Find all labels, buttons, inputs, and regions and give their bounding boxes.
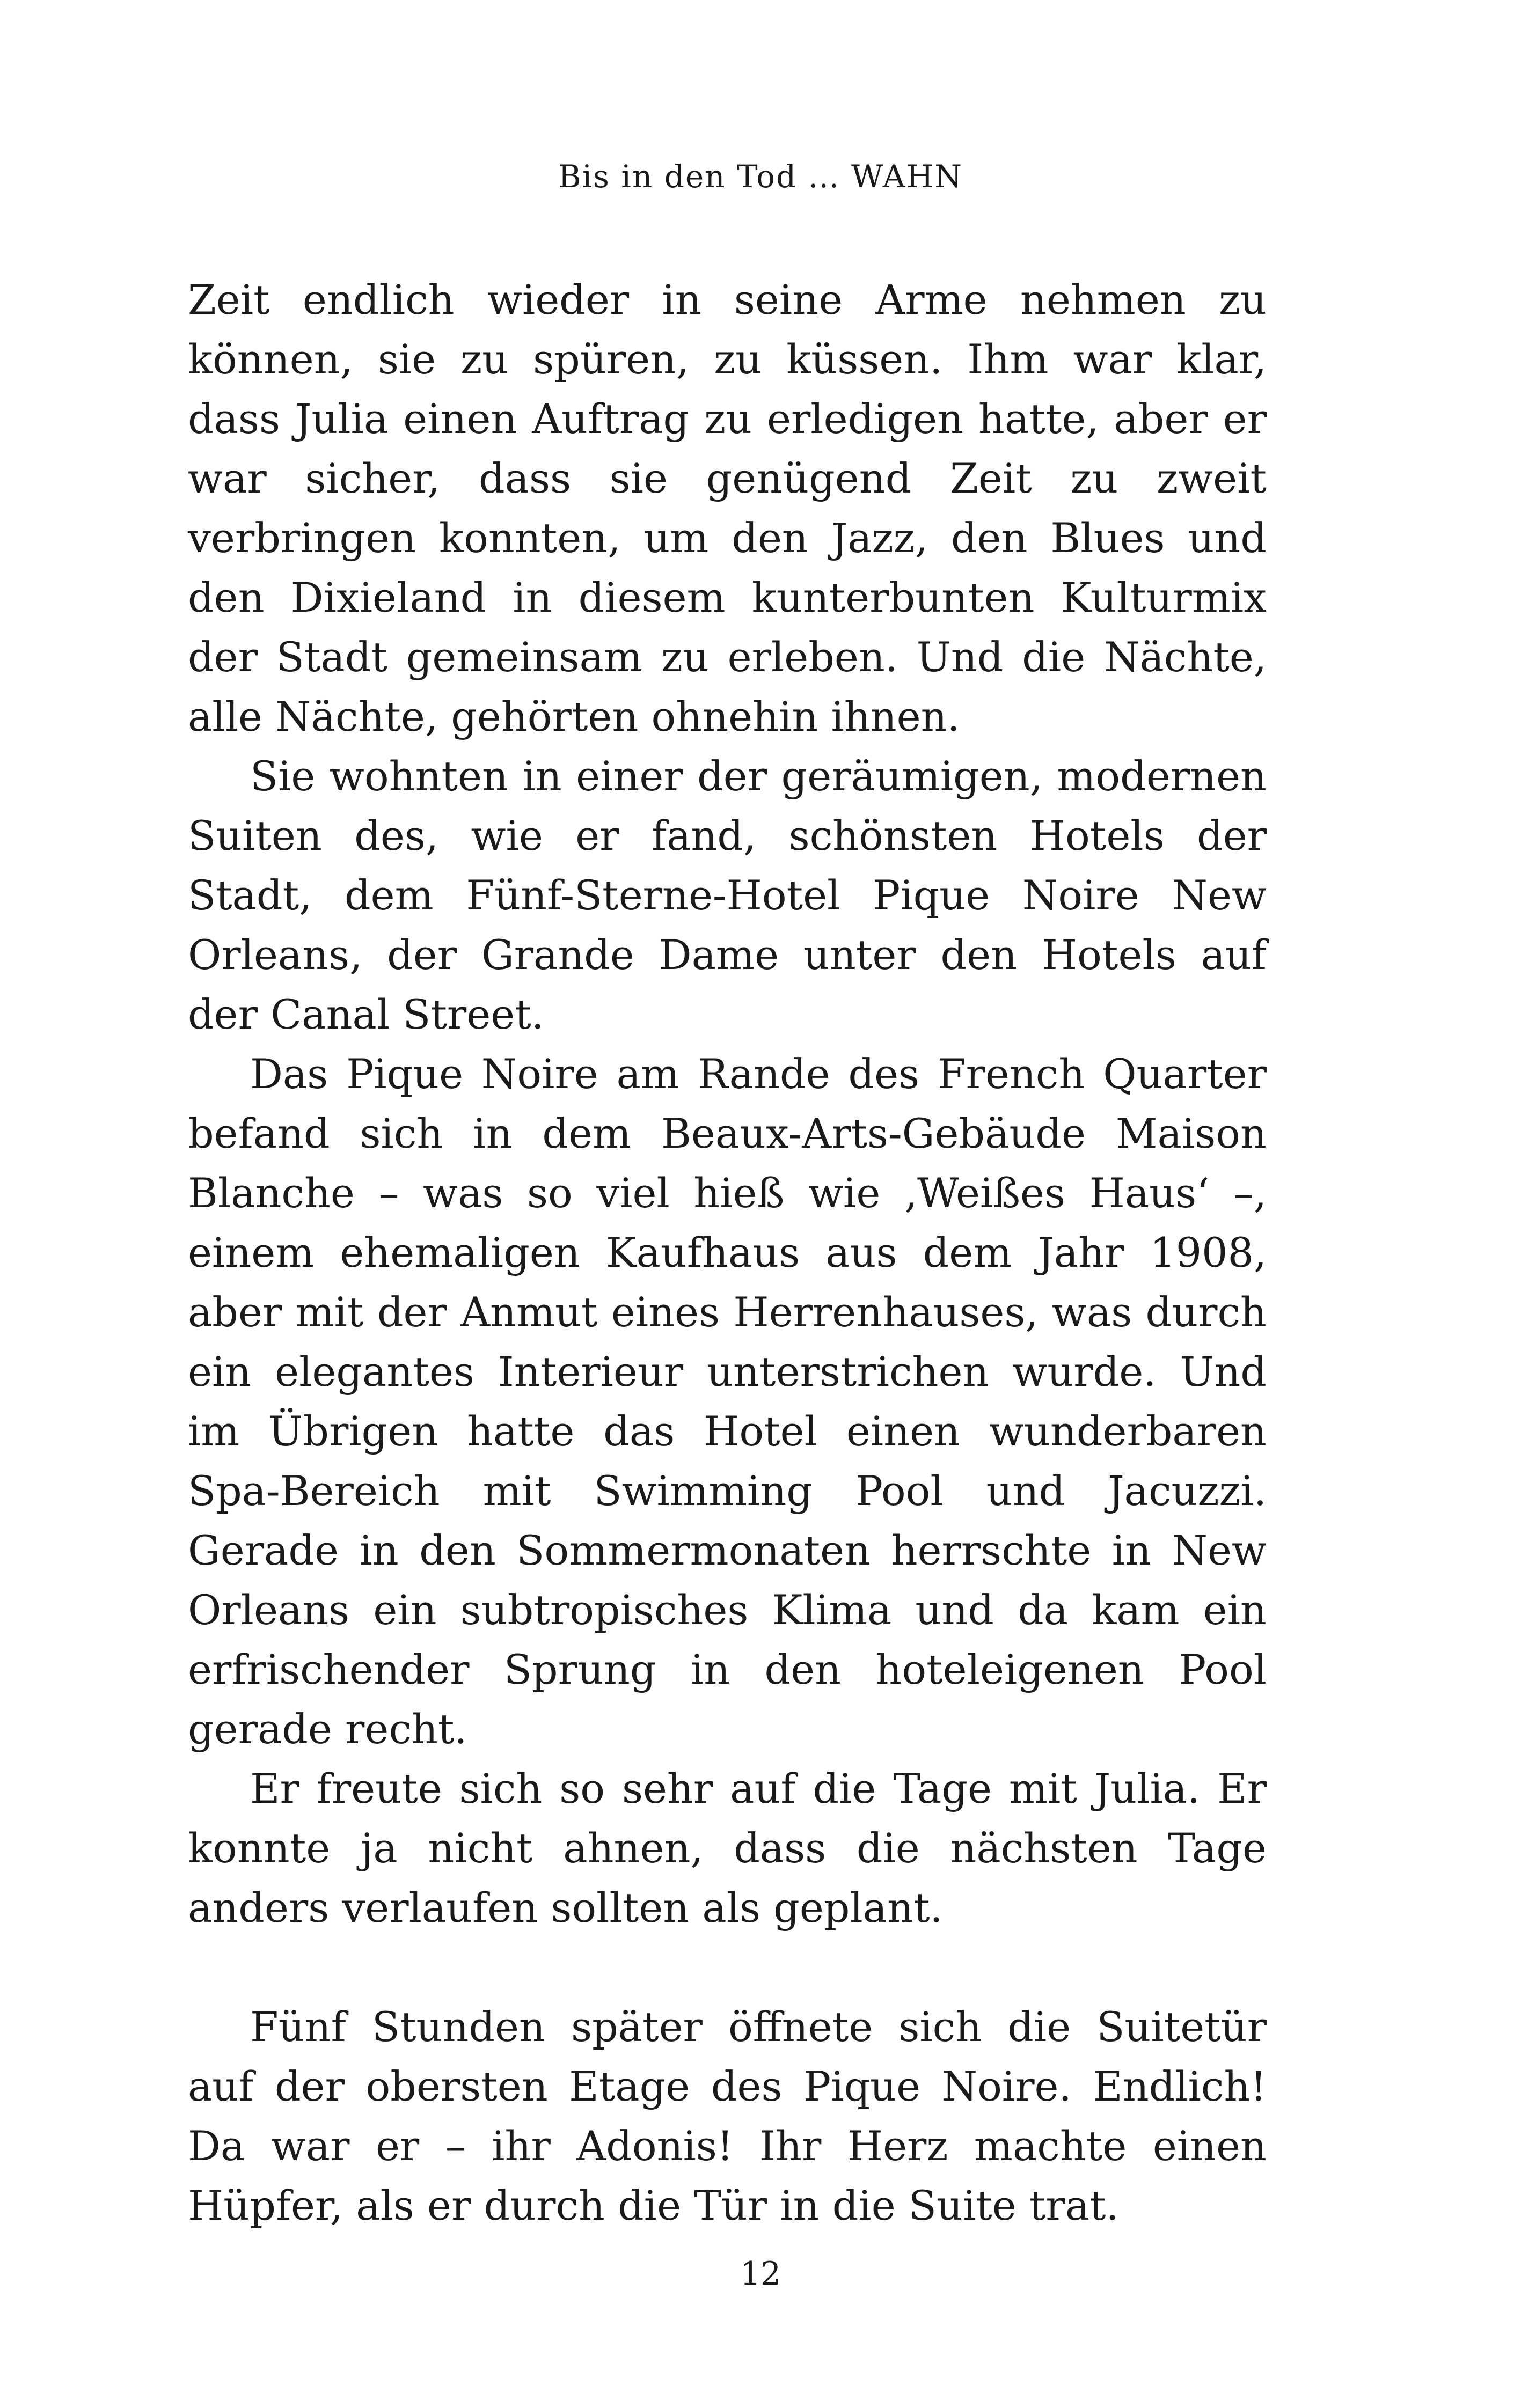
scene-break <box>188 1937 1267 1997</box>
paragraph-1: Zeit endlich wieder in seine Arme nehmen zu können, sie zu spüren, zu küssen. Ihm war klar, dass Julia einen Auftrag zu erledigen hatte, aber er war sicher, dass sie genügend Zeit zu zweit verbringen konnten, um den Jazz, den Blues und den Dixieland in diesem kunterbunten Kulturmix der Stadt gemeinsam zu erleben. Und die Nächte, alle Nächte, gehörten ohnehin ihnen. <box>188 276 1267 740</box>
paragraph-4: Er freute sich so sehr auf die Tage mit Julia. Er konnte ja nicht ahnen, dass die nächsten Tage anders verlaufen sollten als geplant. <box>188 1765 1267 1932</box>
paragraph-2: Sie wohnten in einer der geräumigen, modernen Suiten des, wie er fand, schönsten Hotels der Stadt, dem Fünf-Sterne-Hotel Pique Noire New Orleans, der Grande Dame unter den Hotels auf der Canal Street. <box>188 752 1267 1038</box>
body-text <box>188 270 1267 2235</box>
paragraph-5: Fünf Stunden später öffnete sich die Suitetür auf der obersten Etage des Pique Noire. Endlich! Da war er – ihr Adonis! Ihr Herz machte einen Hüpfer, als er durch die Tür in die Suite trat. <box>188 2003 1267 2229</box>
running-header: Bis in den Tod … WAHN <box>558 158 963 195</box>
paragraph-3: Das Pique Noire am Rande des French Quarter befand sich in dem Beaux-Arts-Gebäude Maison Blanche – was so viel hieß wie ‚Weißes Haus‘ –, einem ehemaligen Kaufhaus aus dem Jahr 1908, aber mit der Anmut eines Herrenhauses, was durch ein elegantes Interieur unterstrichen wurde. Und im Übrigen hatte das Hotel einen wunderbaren Spa-Bereich mit Swimming Pool und Jacuzzi. Gerade in den Sommermonaten herrschte in New Orleans ein subtropisches Klima und da kam ein erfrischender Sprung in den hoteleigenen Pool gerade recht. <box>188 1050 1267 1753</box>
page-number: 12 <box>740 2255 781 2293</box>
